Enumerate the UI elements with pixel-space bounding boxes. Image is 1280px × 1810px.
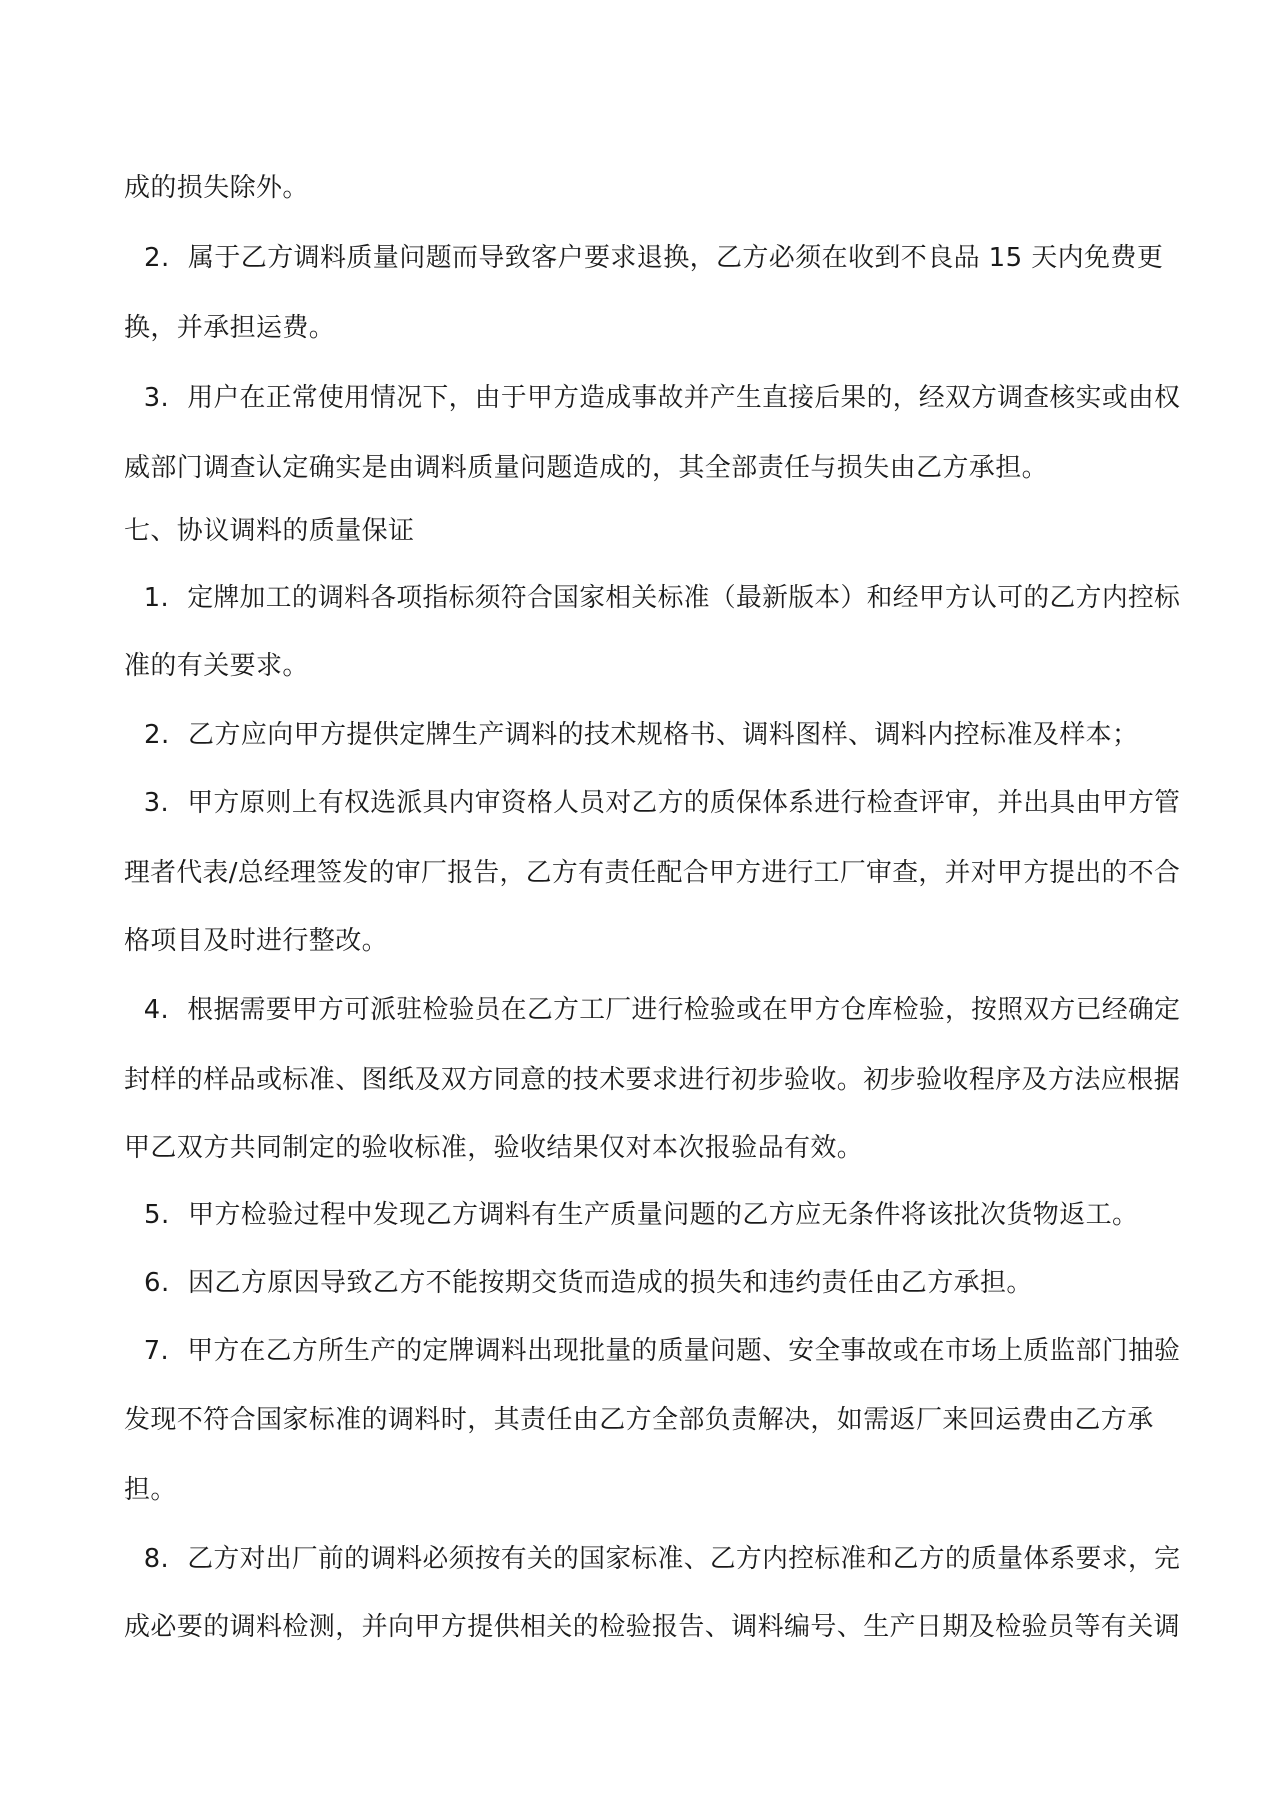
item-text: 甲方在乙方所生产的定牌调料出现批量的质量问题、安全事故或在市场上质监部门抽验 — [187, 1336, 1181, 1366]
list-item — [124, 997, 1180, 1023]
section-heading: 七、协议调料的质量保证 — [124, 516, 415, 546]
text-line: 成必要的调料检测，并向甲方提供相关的检验报告、调料编号、生产日期及检验员等有关调 — [124, 1612, 1181, 1642]
text-line: 发现不符合国家标准的调料时，其责任由乙方全部负责解决，如需返厂来回运费由乙方承 — [124, 1405, 1154, 1435]
list-item — [124, 1546, 1180, 1572]
list-item — [124, 790, 1180, 816]
text-line: 成的损失除外。 — [124, 173, 309, 203]
text-line: 理者代表/总经理签发的审厂报告，乙方有责任配合甲方进行工厂审查，并对甲方提出的不合 — [124, 858, 1181, 888]
list-item — [124, 1338, 1180, 1364]
text-line: 格项目及时进行整改。 — [124, 926, 389, 956]
text-line: 甲乙双方共同制定的验收标准，验收结果仅对本次报验品有效。 — [124, 1133, 864, 1163]
item-text: 属于乙方调料质量问题而导致客户要求退换，乙方必须在收到不良品 15 天内免费更 — [188, 243, 1164, 273]
item-number: 2. — [144, 720, 170, 750]
item-number: 5. — [144, 1200, 170, 1230]
item-number: 7. — [143, 1336, 170, 1366]
text-line: 封样的样品或标准、图纸及双方同意的技术要求进行初步验收。初步验收程序及方法应根据 — [124, 1065, 1181, 1095]
item-text: 乙方对出厂前的调料必须按有关的国家标准、乙方内控标准和乙方的质量体系要求，完 — [187, 1544, 1181, 1574]
item-number: 4. — [143, 995, 170, 1025]
item-number: 3. — [143, 383, 170, 413]
item-number: 1. — [143, 583, 170, 613]
list-item — [124, 1270, 1033, 1296]
list-item — [124, 585, 1180, 611]
list-item — [124, 385, 1180, 411]
item-number: 8. — [143, 1544, 170, 1574]
item-number: 3. — [143, 788, 170, 818]
item-text: 用户在正常使用情况下，由于甲方造成事故并产生直接后果的，经双方调查核实或由权 — [187, 383, 1181, 413]
item-text: 因乙方原因导致乙方不能按期交货而造成的损失和违约责任由乙方承担。 — [188, 1268, 1033, 1298]
item-number: 2. — [144, 243, 170, 273]
item-number: 6. — [144, 1268, 170, 1298]
text-line: 准的有关要求。 — [124, 651, 309, 681]
text-line: 担。 — [124, 1475, 177, 1505]
text-line: 威部门调查认定确实是由调料质量问题造成的，其全部责任与损失由乙方承担。 — [124, 453, 1049, 483]
item-text: 甲方原则上有权选派具内审资格人员对乙方的质保体系进行检查评审，并出具由甲方管 — [187, 788, 1181, 818]
item-text: 乙方应向甲方提供定牌生产调料的技术规格书、调料图样、调料内控标准及样本； — [188, 720, 1139, 750]
item-text: 根据需要甲方可派驻检验员在乙方工厂进行检验或在甲方仓库检验，按照双方已经确定 — [187, 995, 1181, 1025]
list-item — [124, 722, 1138, 748]
item-text: 定牌加工的调料各项指标须符合国家相关标准（最新版本）和经甲方认可的乙方内控标 — [187, 583, 1181, 613]
item-text: 甲方检验过程中发现乙方调料有生产质量问题的乙方应无条件将该批次货物返工。 — [188, 1200, 1139, 1230]
list-item — [124, 245, 1163, 271]
list-item — [124, 1202, 1138, 1228]
text-line: 换，并承担运费。 — [124, 313, 336, 343]
